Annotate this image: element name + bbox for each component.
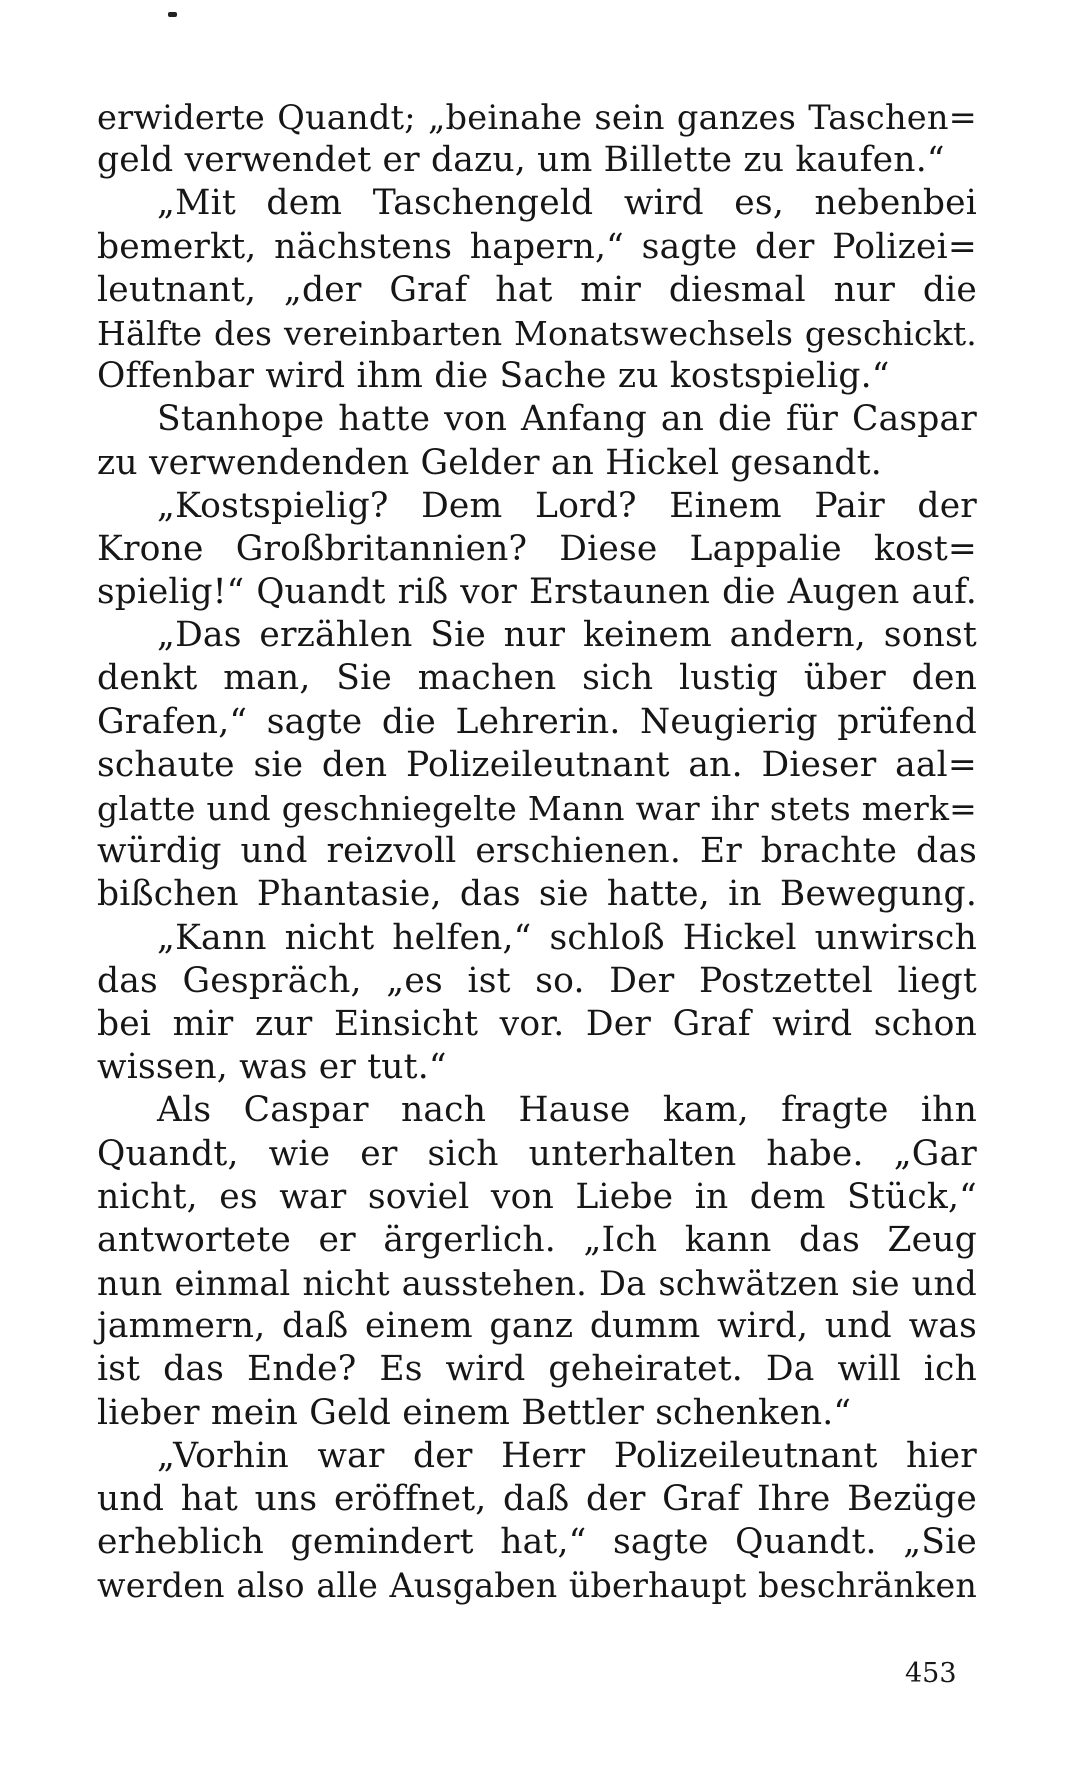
text-line: zu verwendenden Gelder an Hickel gesandt. [97,442,882,483]
ink-speck [168,12,177,17]
text-line: nun einmal nicht ausstehen. Da schwätzen sie und [97,1264,977,1304]
text-line: „Das erzählen Sie nur keinem andern, sonst [157,615,977,656]
text-line: bei mir zur Einsicht vor. Der Graf wird schon [97,1003,977,1044]
text-line: bißchen Phantasie, das sie hatte, in Bewegung. [97,874,977,915]
text-line: antwortete er ärgerlich. „Ich kann das Zeug [97,1219,977,1260]
text-line: geld verwendet er dazu, um Billette zu kaufen.“ [97,140,945,181]
text-line: „Vorhin war der Herr Polizeileutnant hier [157,1435,977,1476]
text-line: Grafen,“ sagte die Lehrerin. Neugierig prüfend [97,701,977,742]
text-line: wissen, was er tut.“ [97,1047,447,1088]
text-line: werden also alle Ausgaben überhaupt beschränken [97,1566,977,1606]
text-line: „Kann nicht helfen,“ schloß Hickel unwirsch [157,917,977,958]
text-line: Stanhope hatte von Anfang an die für Caspar [157,399,977,440]
text-line: Offenbar wird ihm die Sache zu kostspielig.“ [97,356,890,397]
text-line: spielig!“ Quandt riß vor Erstaunen die Augen auf. [97,572,977,613]
text-line: leutnant, „der Graf hat mir diesmal nur die [97,269,977,310]
text-line: bemerkt, nächstens hapern,“ sagte der Polizei= [97,226,977,267]
text-line: nicht, es war soviel von Liebe in dem Stück,“ [97,1176,977,1217]
text-line: erwiderte Quandt; „beinahe sein ganzes Taschen= [97,98,977,137]
text-line: und hat uns eröffnet, daß der Graf Ihre Bezüge [97,1479,977,1519]
text-line: denkt man, Sie machen sich lustig über den [97,658,977,699]
text-line: würdig und reizvoll erschienen. Er brachte das [97,831,977,872]
text-line: das Gespräch, „es ist so. Der Postzettel liegt [97,960,977,1001]
text-line: „Mit dem Taschengeld wird es, nebenbei [157,183,977,224]
text-line: schaute sie den Polizeileutnant an. Dieser aal= [97,744,977,785]
text-line: Als Caspar nach Hause kam, fragte ihn [157,1090,977,1131]
text-line: Quandt, wie er sich unterhalten habe. „Gar [97,1133,977,1174]
text-line: „Kostspielig? Dem Lord? Einem Pair der [157,485,977,526]
text-line: ist das Ende? Es wird geheiratet. Da will ich [97,1349,977,1390]
text-line: glatte und geschniegelte Mann war ihr stets merk= [97,789,977,828]
text-line: Hälfte des vereinbarten Monatswechsels geschickt. [97,313,977,353]
text-line: lieber mein Geld einem Bettler schenken.“ [97,1392,852,1433]
body-text [97,96,977,1608]
text-line: jammern, daß einem ganz dumm wird, und was [97,1306,977,1347]
page-number: 453 [905,1658,957,1689]
text-line: Krone Großbritannien? Diese Lappalie kost= [97,528,977,569]
text-line: erheblich gemindert hat,“ sagte Quandt. „Sie [97,1522,977,1563]
